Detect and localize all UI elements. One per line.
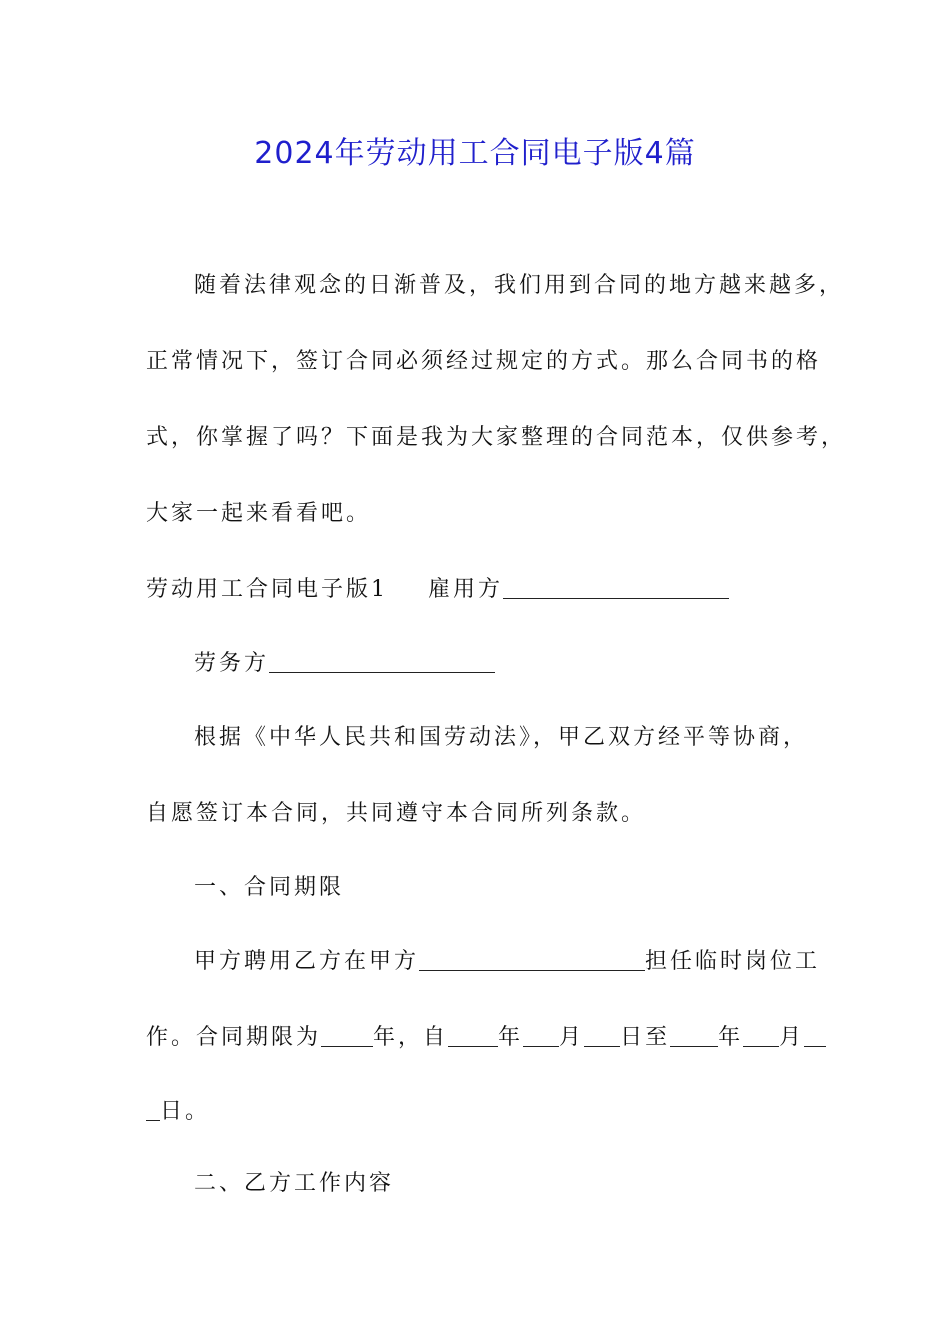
term-line-end [146, 1094, 210, 1125]
term-part-6: 年 [718, 1025, 744, 1050]
term-part-8: 日。 [160, 1099, 211, 1124]
position-blank [419, 948, 645, 971]
worker-blank [269, 650, 495, 673]
term-years-blank [321, 1024, 373, 1047]
term-part-5: 日至 [620, 1025, 671, 1050]
worker-line [194, 646, 495, 677]
end-day-blank-a [804, 1024, 826, 1047]
intro-line-3: 式，你掌握了吗？下面是我为大家整理的合同范本，仅供参考， [146, 425, 847, 450]
term-part-3: 年 [498, 1025, 524, 1050]
term-part-7: 月 [779, 1025, 805, 1050]
intro-line-1: 随着法律观念的日渐普及，我们用到合同的地方越来越多， [194, 273, 845, 298]
document-title: 2024年劳动用工合同电子版4篇 [254, 136, 696, 171]
basis-line-2: 自愿签订本合同，共同遵守本合同所列条款。 [146, 801, 647, 826]
term-part-4: 月 [559, 1025, 585, 1050]
worker-label: 劳务方 [194, 651, 270, 676]
intro-line-2: 正常情况下，签订合同必须经过规定的方式。那么合同书的格 [146, 349, 822, 374]
contract1-heading: 劳动用工合同电子版1 [146, 577, 388, 602]
intro-line-4: 大家一起来看看吧。 [146, 501, 372, 526]
start-year-blank [448, 1024, 498, 1047]
section1-line1-start: 甲方聘用乙方在甲方 [194, 949, 420, 974]
start-day-blank [584, 1024, 620, 1047]
basis-line-1: 根据《中华人民共和国劳动法》，甲乙双方经平等协商， [194, 725, 809, 750]
end-day-blank-b [146, 1098, 160, 1121]
end-year-blank [670, 1024, 718, 1047]
section1-line-1 [194, 944, 820, 975]
employer-label: 雇用方 [428, 577, 504, 602]
section2-title: 二、乙方工作内容 [194, 1171, 395, 1196]
term-line [146, 1020, 826, 1051]
section1-line1-end: 担任临时岗位工 [645, 949, 821, 974]
end-month-blank [743, 1024, 779, 1047]
start-month-blank [523, 1024, 559, 1047]
term-part-2: 年，自 [373, 1025, 449, 1050]
term-part-1: 作。合同期限为 [146, 1025, 322, 1050]
employer-blank [503, 576, 729, 599]
section1-title: 一、合同期限 [194, 875, 345, 900]
contract1-heading-line [146, 572, 729, 603]
